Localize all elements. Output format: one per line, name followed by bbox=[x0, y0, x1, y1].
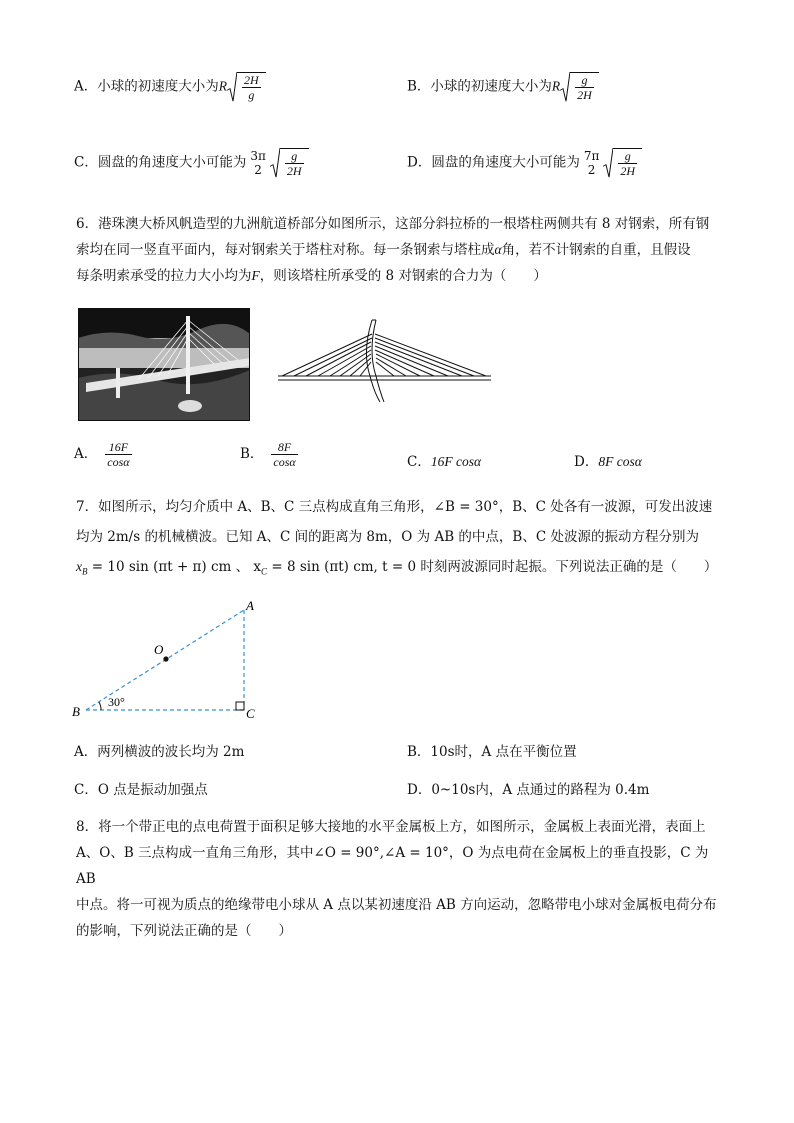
q6-stem bbox=[76, 212, 724, 289]
fraction-numerator: 7π bbox=[583, 149, 600, 163]
fraction-numerator: 2H bbox=[244, 73, 259, 87]
radius-symbol: R bbox=[218, 78, 227, 94]
fraction-denominator: 2H bbox=[620, 164, 636, 178]
right-triangle-diagram bbox=[68, 594, 268, 724]
radical-icon bbox=[270, 148, 280, 178]
radical-icon bbox=[560, 72, 570, 102]
q7-option-b[interactable]: B．10s时，A 点在平衡位置 bbox=[407, 744, 577, 760]
sqrt-expression bbox=[560, 72, 599, 102]
fraction-denominator: 2H bbox=[286, 164, 302, 178]
option-text: 圆盘的角速度大小可能为 bbox=[431, 154, 580, 171]
q7-line-1: 7．如图所示，均匀介质中 A、B、C 三点构成直角三角形，∠B = 30°，B、C 处各有一波源，可发出波速 bbox=[76, 499, 713, 515]
option-label: B． bbox=[407, 78, 431, 95]
q6-option-c[interactable] bbox=[407, 450, 481, 470]
q5-option-a[interactable] bbox=[74, 72, 266, 102]
fraction-numerator: 8F bbox=[277, 440, 292, 454]
angle-label: 30° bbox=[108, 695, 125, 709]
option-label: A． bbox=[74, 78, 98, 95]
q6-line-2: 索均在同一竖直平面内，每对钢索关于塔柱对称。每一条钢索与塔柱成α角，若不计钢索的自重，且假设 bbox=[76, 242, 691, 258]
bridge-photo bbox=[78, 308, 250, 421]
fraction-denominator: 2H bbox=[577, 88, 592, 102]
label-c: C bbox=[246, 706, 255, 721]
fraction-numerator: g bbox=[291, 149, 298, 163]
option-text: 16F cosα bbox=[430, 454, 482, 469]
bridge-photo-image bbox=[78, 308, 250, 421]
option-label: D． bbox=[574, 454, 599, 470]
option-label: C． bbox=[407, 454, 431, 470]
label-b: B bbox=[72, 704, 80, 719]
q5-option-b[interactable] bbox=[407, 72, 599, 102]
option-label: C． bbox=[74, 154, 98, 171]
option-text: 8F cosα bbox=[598, 454, 642, 469]
fraction-numerator: 16F bbox=[108, 440, 129, 454]
q6-option-a[interactable] bbox=[74, 440, 134, 469]
option-text: 小球的初速度大小为 bbox=[430, 78, 552, 95]
option-text: 小球的初速度大小为 bbox=[97, 78, 219, 95]
fraction-numerator: 3π bbox=[250, 149, 266, 163]
q5-option-c[interactable] bbox=[74, 148, 309, 178]
label-o: O bbox=[154, 642, 164, 657]
option-label: D． bbox=[407, 154, 432, 171]
q7-option-d[interactable]: D．0~10s内，A 点通过的路程为 0.4m bbox=[407, 782, 650, 798]
q7-line-3: $x_B = 10$ sin (πt + π) cm 、 $x_C = 8$ sin (πt) cm, t = 0 时刻两波源同时起振。下列说法正确的是（ ） bbox=[76, 559, 718, 577]
bridge-diagram bbox=[276, 316, 496, 406]
radical-icon bbox=[603, 148, 613, 178]
triangle-figure bbox=[68, 594, 268, 724]
q7-option-c[interactable]: C．O 点是振动加强点 bbox=[74, 782, 208, 798]
radius-symbol: R bbox=[551, 78, 561, 94]
fraction-denominator: g bbox=[242, 87, 261, 102]
option-text: 圆盘的角速度大小可能为 bbox=[97, 154, 247, 171]
q6-option-d[interactable] bbox=[574, 450, 642, 470]
fraction-denominator: 2 bbox=[587, 163, 596, 177]
q8-line-4: 的影响，下列说法正确的是（ ） bbox=[76, 923, 292, 939]
radical-icon bbox=[227, 72, 237, 102]
q7-option-a[interactable]: A．两列横波的波长均为 2m bbox=[74, 744, 245, 760]
q8-stem bbox=[76, 814, 724, 944]
sqrt-expression bbox=[603, 148, 642, 178]
q6-line-1: 6．港珠澳大桥风帆造型的九洲航道桥部分如图所示，这部分斜拉桥的一根塔柱两侧共有 8 对钢索，所有钢 bbox=[76, 216, 710, 232]
cable-stayed-bridge-diagram bbox=[276, 316, 496, 406]
q8-line-2: A、O、B 三点构成一直角三角形，其中∠O = 90°,∠A = 10°，O 为点电荷在金属板上的垂直投影，C 为 AB bbox=[76, 845, 709, 887]
q5-option-d[interactable] bbox=[407, 148, 642, 178]
q7-stem bbox=[76, 492, 724, 587]
sqrt-expression bbox=[270, 148, 309, 178]
sqrt-expression bbox=[227, 72, 266, 102]
q8-line-3: 中点。将一可视为质点的绝缘带电小球从 A 点以某初速度沿 AB 方向运动，忽略带电小球对金属板电荷分布 bbox=[76, 897, 717, 913]
q6-line-3: 每条明索承受的拉力大小均为F，则该塔柱所承受的 8 对钢索的合力为（ ） bbox=[76, 268, 547, 284]
fraction-numerator: g bbox=[624, 149, 631, 163]
q8-line-1: 8．将一个带正电的点电荷置于面积足够大接地的水平金属板上方，如图所示，金属板上表面光滑，表面上 bbox=[76, 819, 706, 835]
option-label: A． bbox=[74, 446, 98, 462]
q7-line-2: 均为 2m/s 的机械横波。已知 A、C 间的距离为 8m，O 为 AB 的中点，B、C 处波源的振动方程分别为 bbox=[76, 529, 699, 545]
fraction-denominator: 2 bbox=[254, 163, 262, 177]
label-a: A bbox=[246, 598, 254, 613]
option-label: B． bbox=[240, 446, 264, 462]
fraction-denominator: cosα bbox=[107, 455, 130, 469]
fraction-numerator: g bbox=[581, 73, 588, 87]
fraction-denominator: cosα bbox=[273, 455, 296, 469]
q6-option-b[interactable] bbox=[240, 440, 300, 469]
